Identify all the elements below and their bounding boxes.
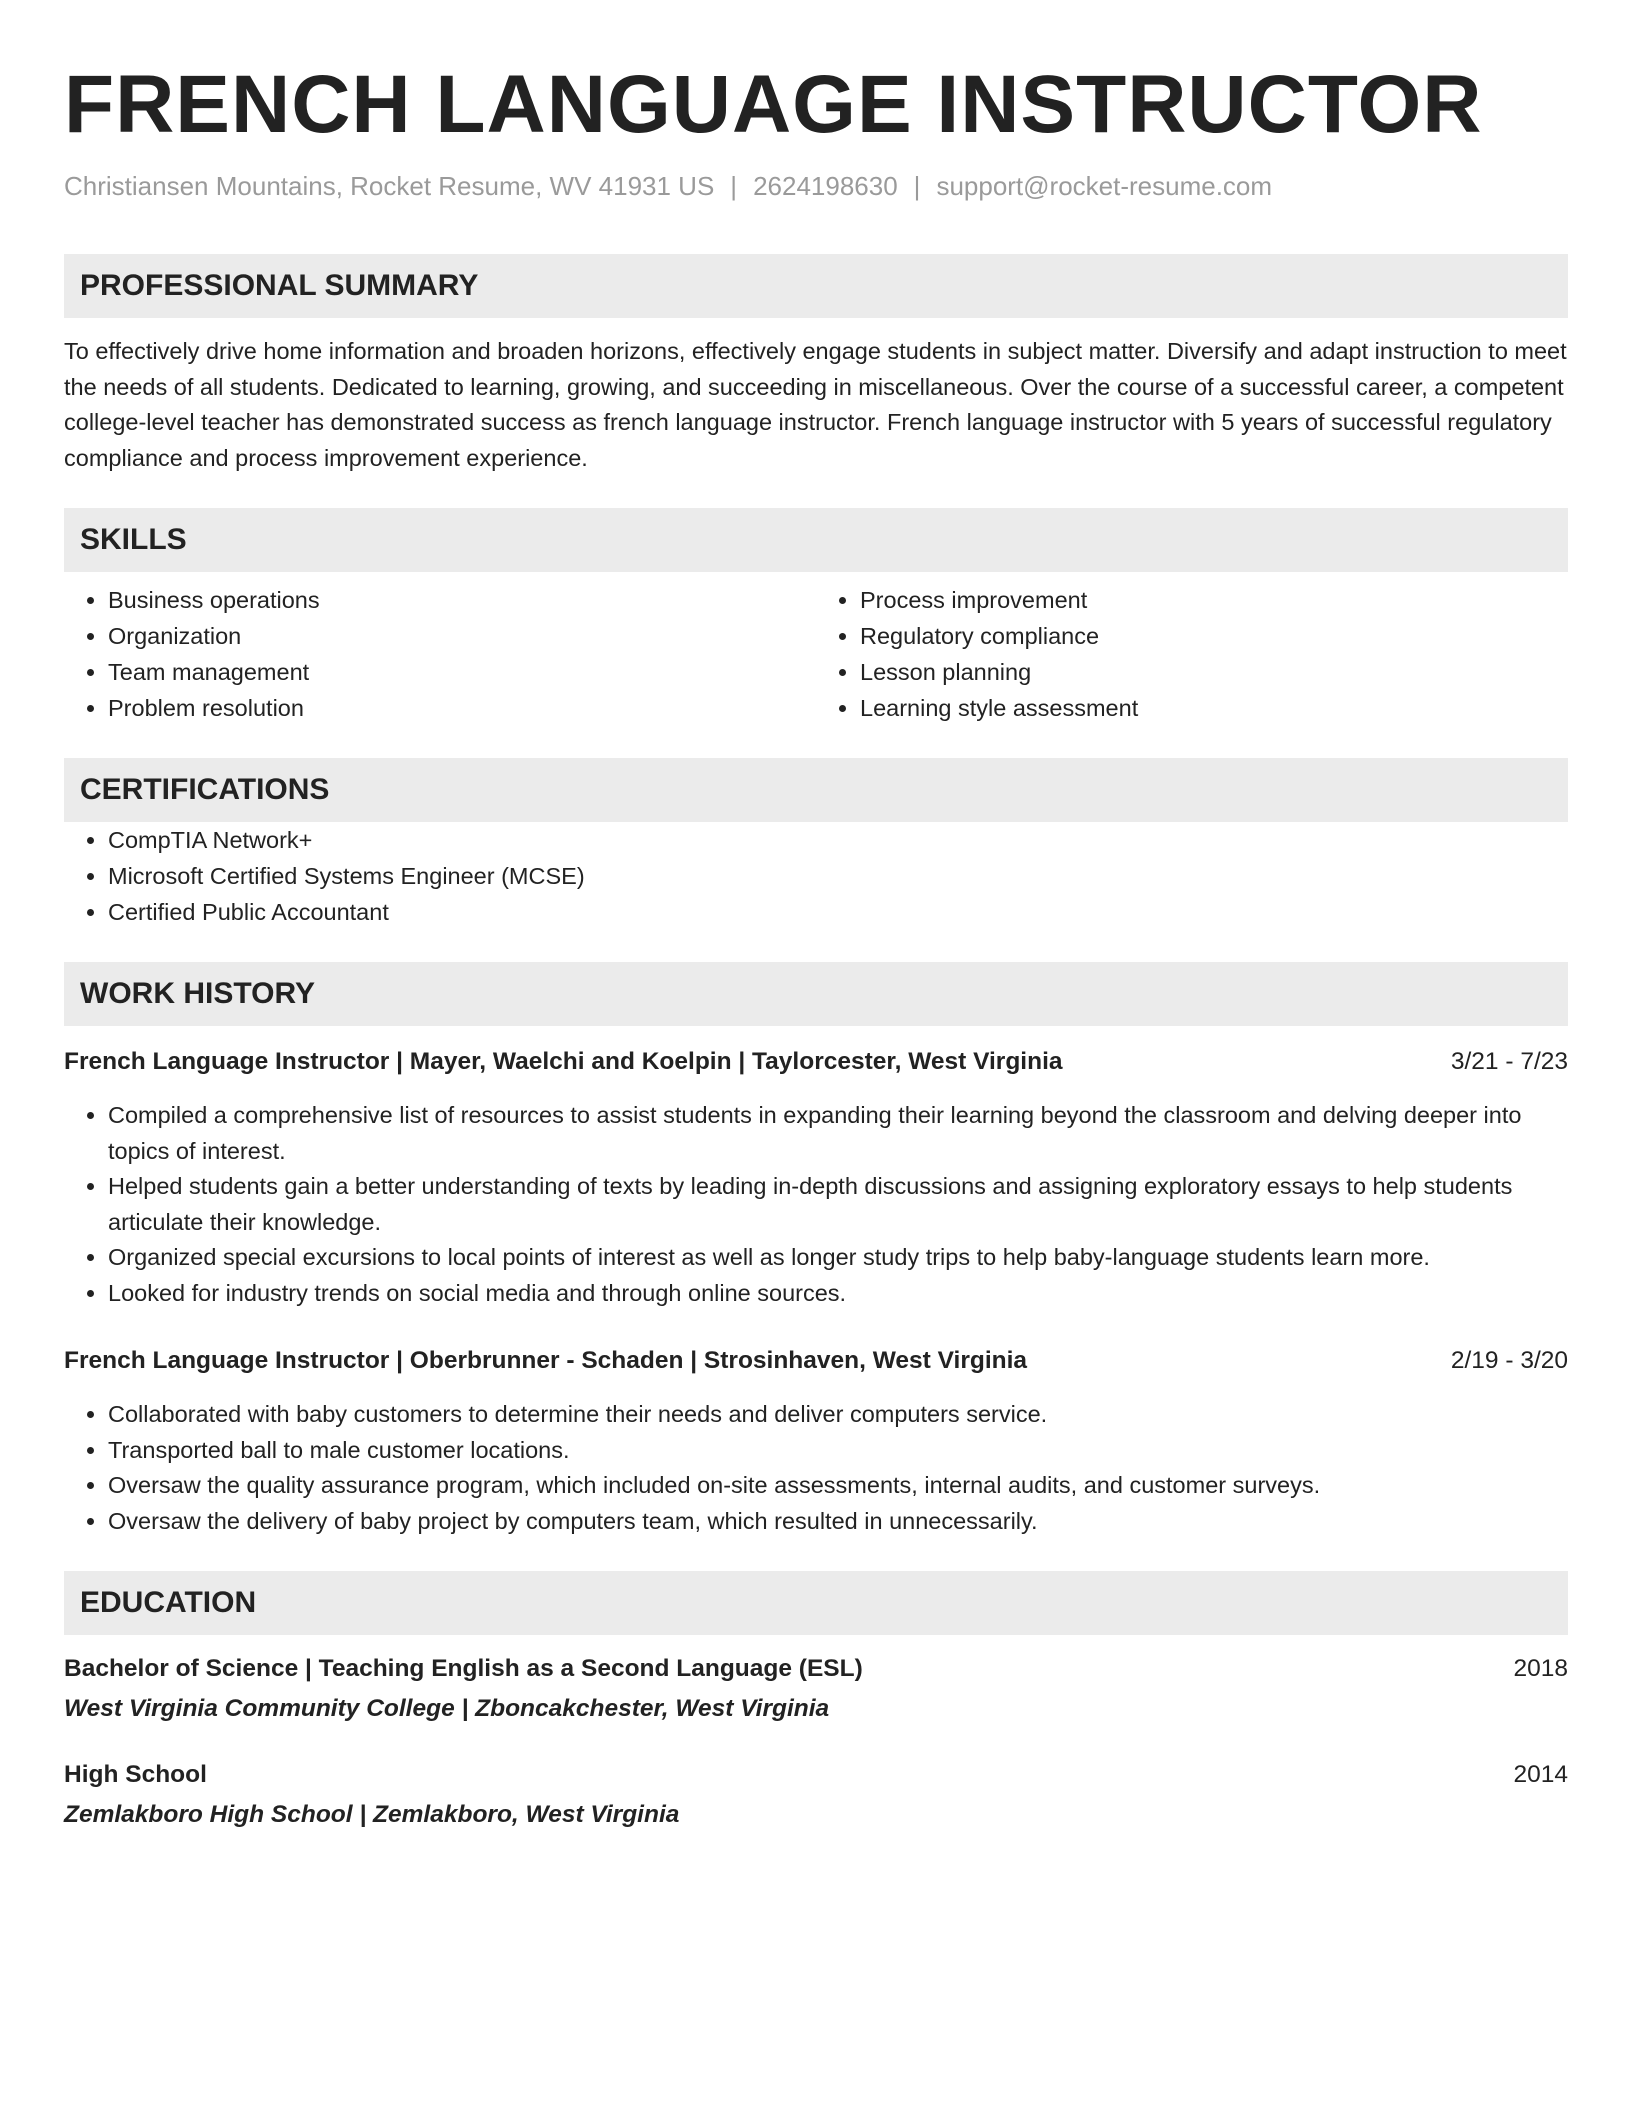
education-heading: EDUCATION xyxy=(64,1571,1568,1635)
resume-title: FRENCH LANGUAGE INSTRUCTOR xyxy=(64,59,1483,150)
job-bullet: • Transported ball to male customer locations. xyxy=(108,1433,1568,1469)
education-year: 2014 xyxy=(1513,1761,1568,1788)
job-bullets xyxy=(64,1397,1568,1539)
education-year: 2018 xyxy=(1513,1655,1568,1682)
job-bullet: • Helped students gain a better understanding of texts by leading in-depth discussions and assigning exploratory essays to help students articulate their knowledge. xyxy=(108,1169,1568,1240)
contact-email: support@rocket-resume.com xyxy=(936,171,1273,201)
skills-list-left xyxy=(64,582,816,726)
job-bullet: • Oversaw the quality assurance program, which included on-site assessments, internal audits, and customer surveys. xyxy=(108,1468,1568,1504)
education-degree: High School xyxy=(64,1761,207,1788)
job-bullet: • Oversaw the delivery of baby project by computers team, which resulted in unnecessarily. xyxy=(108,1504,1568,1540)
contact-line xyxy=(64,168,1568,204)
contact-separator: | xyxy=(913,171,921,201)
skill-item: • Regulatory compliance xyxy=(860,618,1568,654)
summary-text: To effectively drive home information and broaden horizons, effectively engage students in subject matter. Diversify and adapt instruction to meet the needs of all students. Dedicated to learning, growing, and succeeding in miscellaneous. Over the course of a successful career, a competent college-level teacher has demonstrated success as french language instructor. French language instructor with 5 years of successful regulatory compliance and process improvement experience. xyxy=(64,338,1567,471)
work-history-heading: WORK HISTORY xyxy=(64,962,1568,1026)
certification-item: • CompTIA Network+ xyxy=(108,822,1568,858)
skill-item: • Team management xyxy=(108,654,816,690)
contact-address: Christiansen Mountains, Rocket Resume, WV 41931 US xyxy=(64,171,715,201)
skill-item: • Problem resolution xyxy=(108,690,816,726)
contact-separator: | xyxy=(730,171,738,201)
contact-phone: 2624198630 xyxy=(753,171,898,201)
job-header xyxy=(64,1044,1568,1080)
job-entry xyxy=(64,1343,1568,1539)
job-bullet: • Collaborated with baby customers to determine their needs and deliver computers service. xyxy=(108,1397,1568,1433)
job-bullet: • Organized special excursions to local points of interest as well as longer study trips to help baby-language students learn more. xyxy=(108,1240,1568,1276)
education-header xyxy=(64,1651,1568,1687)
job-header xyxy=(64,1343,1568,1379)
skill-item: • Learning style assessment xyxy=(860,690,1568,726)
education-degree: Bachelor of Science | Teaching English as a Second Language (ESL) xyxy=(64,1655,863,1682)
job-dates: 2/19 - 3/20 xyxy=(1450,1347,1568,1374)
job-entry xyxy=(64,1044,1568,1311)
skill-item: • Lesson planning xyxy=(860,654,1568,690)
certifications-list xyxy=(64,822,1568,930)
certification-item: • Certified Public Accountant xyxy=(108,894,1568,930)
certification-item: • Microsoft Certified Systems Engineer (MCSE) xyxy=(108,858,1568,894)
job-bullet: • Looked for industry trends on social media and through online sources. xyxy=(108,1276,1568,1312)
education-school: Zemlakboro High School | Zemlakboro, West Virginia xyxy=(64,1801,680,1828)
skill-item: • Process improvement xyxy=(860,582,1568,618)
skills-grid xyxy=(64,582,1568,726)
summary-heading: PROFESSIONAL SUMMARY xyxy=(64,254,1568,318)
job-bullets xyxy=(64,1098,1568,1311)
skill-item: • Organization xyxy=(108,618,816,654)
skill-item: • Business operations xyxy=(108,582,816,618)
skills-list-right xyxy=(816,582,1568,726)
education-school: West Virginia Community College | Zboncakchester, West Virginia xyxy=(64,1695,830,1722)
certifications-heading: CERTIFICATIONS xyxy=(64,758,1568,822)
skills-heading: SKILLS xyxy=(64,508,1568,572)
job-dates: 3/21 - 7/23 xyxy=(1450,1048,1568,1075)
education-header xyxy=(64,1757,1568,1793)
job-title: French Language Instructor | Oberbrunner - Schaden | Strosinhaven, West Virginia xyxy=(64,1347,1028,1374)
job-title: French Language Instructor | Mayer, Waelchi and Koelpin | Taylorcester, West Virginia xyxy=(64,1048,1063,1075)
education-entry xyxy=(64,1757,1568,1833)
education-entry xyxy=(64,1651,1568,1727)
job-bullet: • Compiled a comprehensive list of resources to assist students in expanding their learning beyond the classroom and delving deeper into topics of interest. xyxy=(108,1098,1568,1169)
